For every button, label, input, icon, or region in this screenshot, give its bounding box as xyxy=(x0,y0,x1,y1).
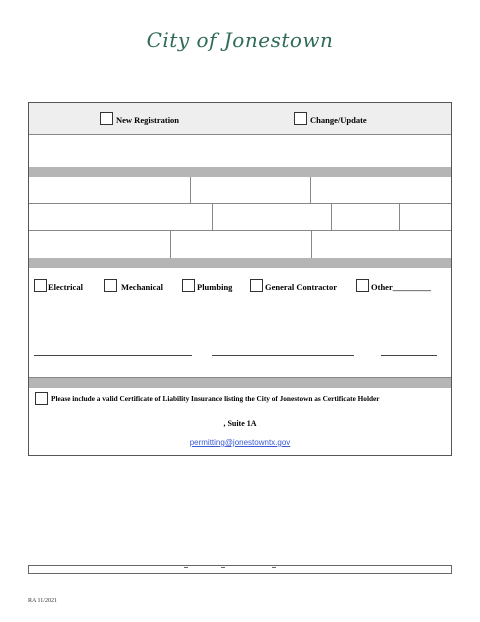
cell-divider xyxy=(190,177,191,203)
section-separator xyxy=(29,258,451,268)
footer-dash xyxy=(221,567,225,568)
section-separator xyxy=(29,378,451,388)
electrical-checkbox[interactable] xyxy=(34,279,47,292)
change-update-checkbox[interactable] xyxy=(294,112,307,125)
cell-divider xyxy=(310,177,311,203)
general-contractor-label: General Contractor xyxy=(265,282,337,292)
signature-line[interactable] xyxy=(212,355,354,356)
blank-field-row[interactable] xyxy=(29,135,451,167)
cell-divider xyxy=(331,204,332,230)
insurance-section xyxy=(29,388,451,456)
mechanical-checkbox[interactable] xyxy=(104,279,117,292)
cell-divider xyxy=(311,231,312,258)
insurance-checkbox[interactable] xyxy=(35,392,48,405)
footer-dash xyxy=(272,567,276,568)
other-checkbox[interactable] xyxy=(356,279,369,292)
permitting-email-link[interactable]: permitting@jonestowntx.gov xyxy=(189,438,291,447)
plumbing-label: Plumbing xyxy=(197,282,233,292)
other-label: Other_________ xyxy=(371,282,431,292)
new-registration-label: New Registration xyxy=(116,115,180,125)
change-update-label: Change/Update xyxy=(310,115,367,125)
signature-line[interactable] xyxy=(381,355,437,356)
new-registration-checkbox[interactable] xyxy=(100,112,113,125)
footer-dash xyxy=(184,567,188,568)
registration-type-row xyxy=(29,103,451,135)
mechanical-label: Mechanical xyxy=(121,282,164,292)
cell-divider xyxy=(212,204,213,230)
field-row-2 xyxy=(29,204,451,231)
cell-divider xyxy=(170,231,171,258)
plumbing-checkbox[interactable] xyxy=(182,279,195,292)
signature-line[interactable] xyxy=(34,355,192,356)
suite-text: , Suite 1A xyxy=(223,419,257,428)
footer-box xyxy=(28,565,452,574)
insurance-notice: Please include a valid Certificate of Liability Insurance listing the City of Jonestown as Certificate Holder xyxy=(51,394,380,403)
cell-divider xyxy=(399,204,400,230)
general-contractor-checkbox[interactable] xyxy=(250,279,263,292)
field-row-3 xyxy=(29,231,451,258)
trade-type-row xyxy=(29,268,451,378)
revision-code: RA 11/2021 xyxy=(28,598,57,604)
electrical-label: Electrical xyxy=(48,282,83,292)
registration-form xyxy=(28,102,452,456)
field-row-1 xyxy=(29,177,451,204)
section-separator xyxy=(29,167,451,177)
city-logo: City of Jonestown xyxy=(146,28,334,52)
